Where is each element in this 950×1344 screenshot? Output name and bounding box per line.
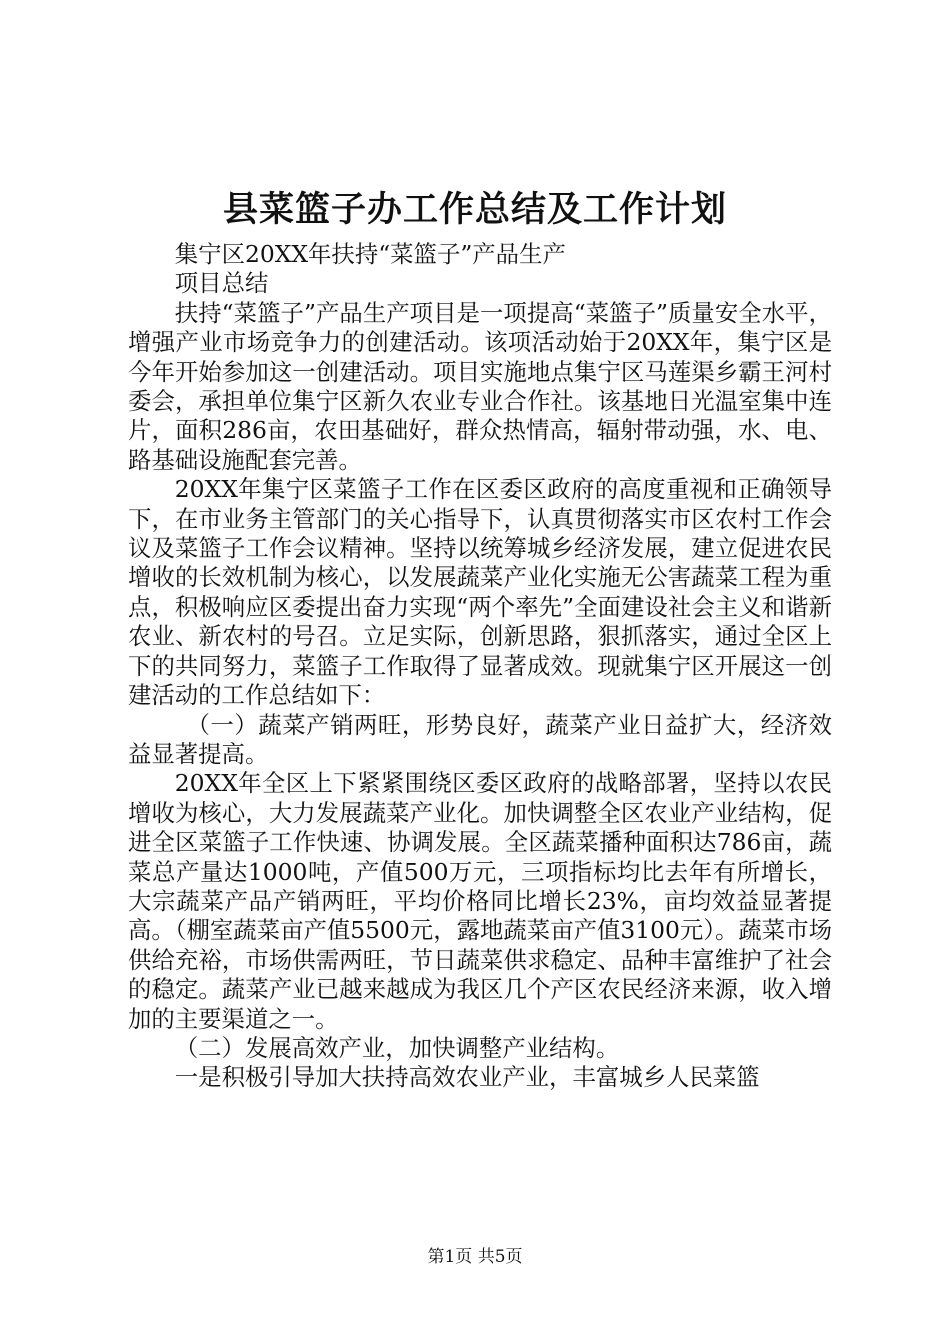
document-body (128, 240, 832, 1093)
page-footer: 第1页 共5页 (427, 1247, 523, 1267)
document-title: 县菜篮子办工作总结及工作计划 (222, 189, 727, 230)
paragraph-1: 扶持“菜篮子”产品生产项目是一项提高“菜篮子”质量安全水平，增强产业市场竞争力的创建活动。该项活动始于20XX年，集宁区是今年开始参加这一创建活动。项目实施地点集宁区马莲渠乡霸王河村委会，承担单位集宁区新久农业专业合作社。该基地日光温室集中连片，面积286亩，农田基础好，群众热情高，辐射带动强，水、电、路基础设施配套完善。 (128, 298, 832, 474)
section-heading-1: （一）蔬菜产销两旺，形势良好，蔬菜产业日益扩大，经济效益显著提高。 (128, 710, 832, 768)
paragraph-4: 一是积极引导加大扶持高效农业产业，丰富城乡人民菜篮 (174, 1063, 760, 1092)
paragraph-3: 20XX年全区上下紧紧围绕区委区政府的战略部署，坚持以农民增收为核心，大力发展蔬菜产业化。加快调整全区农业产业结构，促进全区菜篮子工作快速、协调发展。全区蔬菜播种面积达786亩，蔬菜总产量达1000吨，产值500万元，三项指标均比去年有所增长，大宗蔬菜产品产销两旺，平均价格同比增长23%，亩均效益显著提高。（棚室蔬菜亩产值5500元，露地蔬菜亩产值3100元）。蔬菜市场供给充裕，市场供需两旺，节日蔬菜供求稳定、品种丰富维护了社会的稳定。蔬菜产业已越来越成为我区几个产区农民经济来源，收入增加的主要渠道之一。 (128, 769, 832, 1033)
subtitle-line-1: 集宁区20XX年扶持“菜篮子”产品生产 (174, 240, 566, 268)
paragraph-2: 20XX年集宁区菜篮子工作在区委区政府的高度重视和正确领导下，在市业务主管部门的关心指导下，认真贯彻落实市区农村工作会议及菜篮子工作会议精神。坚持以统筹城乡经济发展，建立促进农民增收的长效机制为核心，以发展蔬菜产业化实施无公害蔬菜工程为重点，积极响应区委提出奋力实现“两个率先”全面建设社会主义和谐新农业、新农村的号召。立足实际，创新思路，狠抓落实，通过全区上下的共同努力，菜篮子工作取得了显著成效。现就集宁区开展这一创建活动的工作总结如下： (128, 475, 832, 710)
section-heading-2: （二）发展高效产业，加快调整产业结构。 (174, 1033, 620, 1062)
subtitle-line-2: 项目总结 (174, 269, 269, 298)
